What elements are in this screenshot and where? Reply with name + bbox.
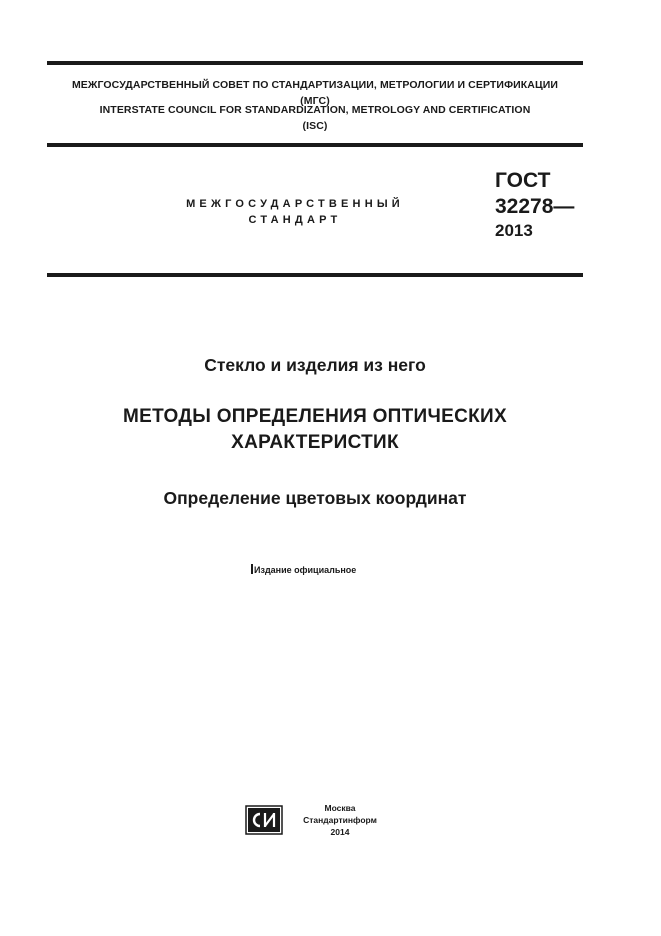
publisher-city: Москва <box>324 803 356 813</box>
edition-text: Издание официальное <box>254 565 357 575</box>
document-title <box>47 404 583 456</box>
publisher-imprint <box>290 802 390 838</box>
council-en-abbr: (ISC) <box>302 119 328 132</box>
document-title-line1: МЕТОДЫ ОПРЕДЕЛЕНИЯ ОПТИЧЕСКИХ <box>123 406 507 427</box>
council-name-en <box>47 103 583 134</box>
publisher-name: Стандартинформ <box>303 815 377 825</box>
top-rule <box>47 61 583 65</box>
document-subtitle-product: Стекло и изделия из него <box>204 355 426 375</box>
standard-type-line1: МЕЖГОСУДАРСТВЕННЫЙ <box>186 198 404 210</box>
gost-number: 32278— <box>495 195 575 218</box>
document-title-line2: ХАРАКТЕРИСТИК <box>231 432 399 453</box>
middle-rule <box>47 143 583 147</box>
edition-bar-mark <box>251 564 253 574</box>
standard-type-line2: СТАНДАРТ <box>248 214 342 226</box>
council-ru-abbr: (МГС) <box>300 94 330 107</box>
document-subtitle-method: Определение цветовых координат <box>163 488 467 508</box>
council-en-line1: INTERSTATE COUNCIL FOR STANDARDIZATION, METROLOGY AND CERTIFICATION <box>99 104 531 116</box>
council-ru-line1: МЕЖГОСУДАРСТВЕННЫЙ СОВЕТ ПО СТАНДАРТИЗАЦИИ, МЕТРОЛОГИИ И СЕРТИФИКАЦИИ <box>71 79 559 91</box>
standartinform-logo-icon <box>245 805 283 835</box>
gost-designation <box>495 168 574 242</box>
edition-note <box>251 564 356 575</box>
standard-type <box>120 196 470 228</box>
bottom-rule <box>47 273 583 277</box>
gost-prefix: ГОСТ <box>495 169 551 192</box>
gost-year: 2013 <box>495 221 533 240</box>
publisher-year: 2014 <box>330 827 350 837</box>
